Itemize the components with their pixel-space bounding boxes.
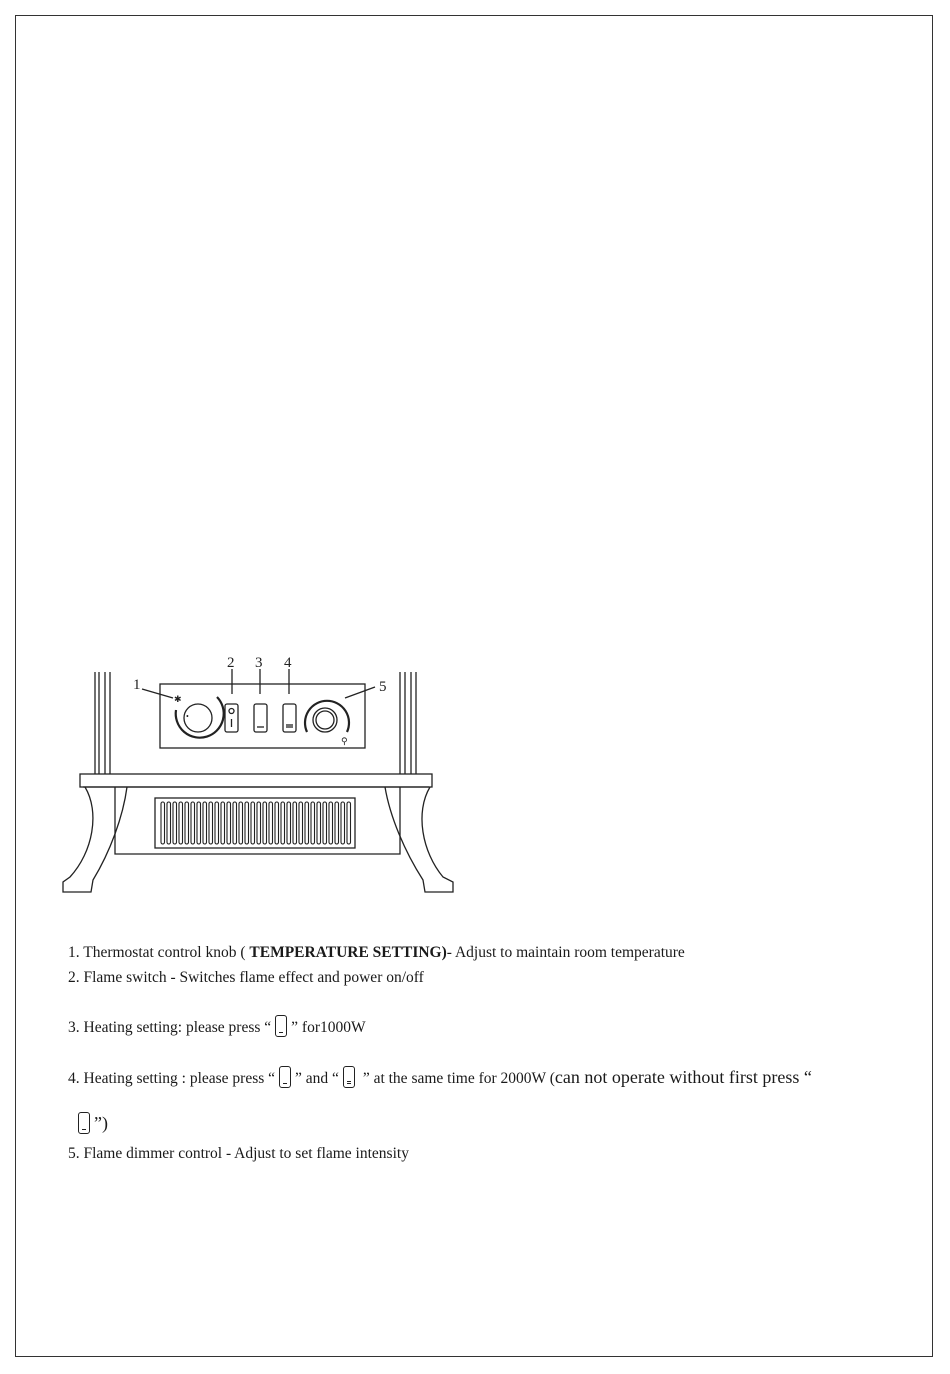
flame-bulb-icon: ⚲ bbox=[341, 737, 348, 747]
instruction-heat-2000w: 4. Heating setting : please press “ ” and “ ” at the same time for 2000W (can not operate without first press “ bbox=[68, 1067, 812, 1087]
vent-slot bbox=[239, 802, 243, 844]
vent-slot bbox=[191, 802, 195, 844]
vent-slot bbox=[167, 802, 171, 844]
vent-slot bbox=[305, 802, 309, 844]
instruction-flame-switch: 2. Flame switch - Switches flame effect and power on/off bbox=[68, 969, 424, 986]
temperature-setting-label: TEMPERATURE SETTING) bbox=[249, 944, 447, 961]
knob-indicator-dot: • bbox=[186, 712, 189, 721]
vent-slot bbox=[269, 802, 273, 844]
vent-slot bbox=[185, 802, 189, 844]
heater-illustration bbox=[55, 652, 460, 907]
vent-slot bbox=[257, 802, 261, 844]
vent-slot bbox=[209, 802, 213, 844]
vent-slot bbox=[275, 802, 279, 844]
vent-slot bbox=[161, 802, 165, 844]
callout-1: 1 bbox=[133, 677, 141, 693]
vent-slot bbox=[215, 802, 219, 844]
vent-slot bbox=[317, 802, 321, 844]
vent-slot bbox=[173, 802, 177, 844]
heat-switch-1-icon bbox=[78, 1112, 90, 1134]
vent-slot bbox=[227, 802, 231, 844]
vent-slot bbox=[287, 802, 291, 844]
vent-slot bbox=[251, 802, 255, 844]
vent-slot bbox=[203, 802, 207, 844]
vent-slot bbox=[335, 802, 339, 844]
heater-diagram bbox=[55, 652, 460, 907]
vent-slot bbox=[221, 802, 225, 844]
instruction-heat-2000w-cont: ”) bbox=[74, 1112, 108, 1134]
vent-slot bbox=[299, 802, 303, 844]
callout-3: 3 bbox=[255, 655, 263, 671]
callout-4: 4 bbox=[284, 655, 292, 671]
vent-slot bbox=[281, 802, 285, 844]
instruction-heat-1000w: 3. Heating setting: please press “ ” for1000W bbox=[68, 1015, 366, 1037]
heat-switch-1-icon bbox=[279, 1066, 291, 1088]
vent-slot bbox=[311, 802, 315, 844]
instruction-thermostat: 1. Thermostat control knob ( TEMPERATURE SETTING)- Adjust to maintain room temperature bbox=[68, 944, 685, 961]
vent-slot bbox=[341, 802, 345, 844]
snowflake-icon: ✱ bbox=[174, 695, 182, 705]
vent-slot bbox=[329, 802, 333, 844]
vent-slot bbox=[245, 802, 249, 844]
callout-5: 5 bbox=[379, 679, 387, 695]
vent-slot bbox=[197, 802, 201, 844]
vent-slot bbox=[233, 802, 237, 844]
heat-switch-2-icon bbox=[343, 1066, 355, 1088]
instruction-warning: can not operate without first press “ bbox=[554, 1067, 812, 1087]
heat-switch-1-icon bbox=[275, 1015, 287, 1037]
vent-slot bbox=[179, 802, 183, 844]
vent-slot bbox=[293, 802, 297, 844]
vent-slot bbox=[347, 802, 351, 844]
vent-grille bbox=[161, 802, 351, 844]
vent-slot bbox=[263, 802, 267, 844]
callout-2: 2 bbox=[227, 655, 235, 671]
vent-slot bbox=[323, 802, 327, 844]
instruction-flame-dimmer: 5. Flame dimmer control - Adjust to set flame intensity bbox=[68, 1145, 409, 1162]
